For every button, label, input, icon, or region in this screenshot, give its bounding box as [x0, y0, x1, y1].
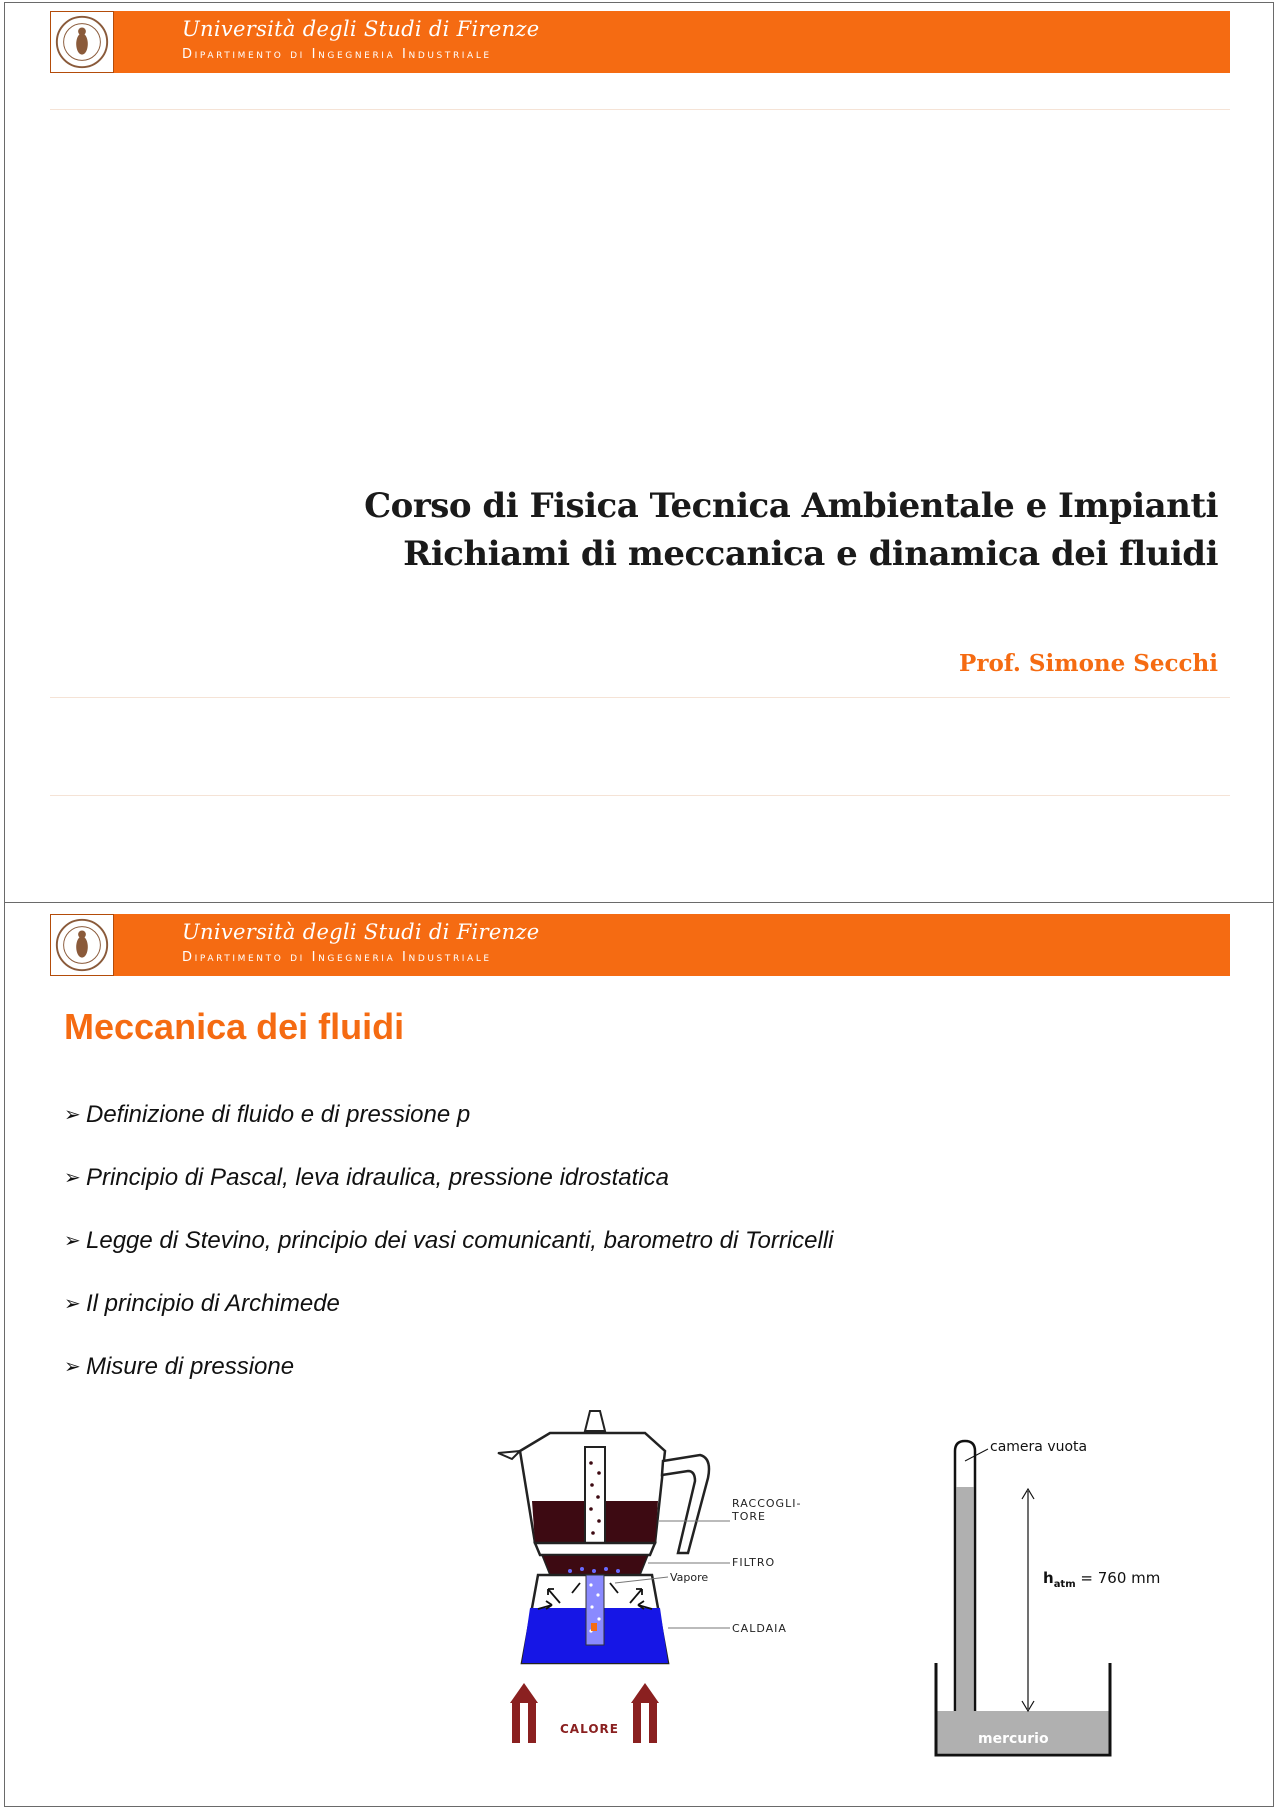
central-column: [585, 1447, 605, 1545]
waist-ring: [535, 1543, 655, 1555]
lid-knob: [585, 1411, 605, 1431]
header-band: [50, 11, 1230, 73]
arrow-bullet-icon: ➢: [64, 1356, 81, 1378]
list-item: [64, 1146, 834, 1209]
slide-title: Meccanica dei fluidi: [64, 1006, 405, 1047]
professor-name: Prof. Simone Secchi: [959, 650, 1218, 677]
university-logo: [50, 914, 114, 976]
bullet-text: Misure di pressione: [86, 1352, 295, 1380]
barometer-diagram: [928, 1433, 1161, 1773]
calore-label: CALORE: [560, 1722, 619, 1736]
arrow-bullet-icon: ➢: [64, 1293, 81, 1315]
bullet-text: Il principio di Archimede: [86, 1289, 340, 1317]
list-item: [64, 1083, 834, 1146]
title-line-1: Corso di Fisica Tecnica Ambientale e Impianti: [364, 486, 1218, 526]
h-value: = 760 mm: [1075, 1569, 1161, 1587]
bullet-text: Principio di Pascal, leva idraulica, pressione idrostatica: [86, 1163, 669, 1191]
title-slide: [0, 0, 1280, 900]
raccoglitore-label-2: TORE: [732, 1510, 766, 1523]
department-name: Dipartimento di Ingegneria Industriale: [182, 950, 492, 965]
moka-pot-diagram: [490, 1403, 820, 1793]
content-slide: [0, 903, 1280, 1803]
funnel-tip: [591, 1623, 597, 1631]
height-arrow: [1022, 1489, 1034, 1711]
funnel-tube: [586, 1575, 604, 1645]
list-item: [64, 1272, 834, 1335]
university-logo: [50, 11, 114, 73]
caldaia-label: CALDAIA: [732, 1622, 787, 1635]
h-subscript: atm: [1053, 1579, 1076, 1590]
raccoglitore-label-1: RACCOGLI-: [732, 1497, 802, 1510]
camera-vuota-label: camera vuota: [990, 1439, 1088, 1455]
divider-rule: [50, 697, 1230, 698]
header-rule: [50, 109, 1230, 110]
title-line-2: Richiami di meccanica e dinamica dei fluidi: [403, 534, 1218, 574]
list-item: [64, 1335, 834, 1398]
header-band: [50, 914, 1230, 976]
bullet-text: Definizione di fluido e di pressione p: [86, 1100, 471, 1128]
handle: [662, 1455, 709, 1553]
mercurio-label: mercurio: [978, 1731, 1049, 1747]
course-title: [364, 482, 1218, 578]
bullet-text: Legge di Stevino, principio dei vasi comunicanti, barometro di Torricelli: [86, 1226, 834, 1254]
university-name: Università degli Studi di Firenze: [182, 17, 540, 41]
filtro-label: FILTRO: [732, 1556, 776, 1569]
h-symbol: h: [1043, 1569, 1054, 1587]
vapore-label: Vapore: [670, 1571, 709, 1584]
seal-icon: [51, 12, 113, 72]
spout: [498, 1451, 520, 1459]
seal-icon: [51, 915, 113, 975]
footer-rule: [50, 795, 1230, 796]
arrow-bullet-icon: ➢: [64, 1230, 81, 1252]
arrow-bullet-icon: ➢: [64, 1104, 81, 1126]
bullet-list: [64, 1083, 834, 1398]
mercury-column: [957, 1487, 974, 1733]
department-name: Dipartimento di Ingegneria Industriale: [182, 47, 492, 62]
h-atm-label: [1043, 1569, 1160, 1590]
university-name: Università degli Studi di Firenze: [182, 920, 540, 944]
arrow-bullet-icon: ➢: [64, 1167, 81, 1189]
list-item: [64, 1209, 834, 1272]
